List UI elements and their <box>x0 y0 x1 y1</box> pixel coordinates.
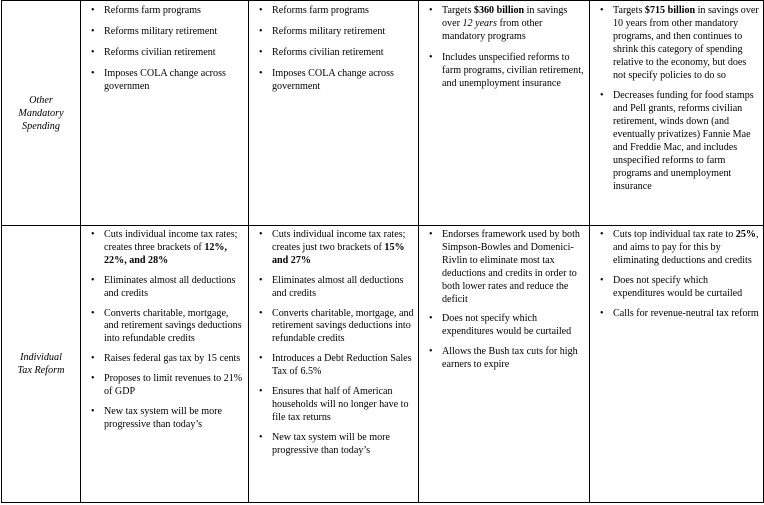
bullet-text: Cuts individual income tax rates; creates three brackets of <box>104 229 238 253</box>
bullet-text: Reforms farm programs <box>104 5 201 16</box>
emphasis-bold: 25% <box>735 229 756 240</box>
bullet-text: Reforms military retirement <box>272 25 386 37</box>
bullet-item <box>258 275 414 301</box>
row-header-line: Tax Reform <box>17 365 65 376</box>
emphasis-bold: $715 billion <box>644 5 696 16</box>
bullet-text: Cuts individual income tax rates; creates just two brackets of <box>272 229 406 253</box>
emphasis-bold: 12%, 22%, and 28% <box>104 241 228 266</box>
bullet-item <box>599 275 759 301</box>
bullet-text: Converts charitable, mortgage, and retirement savings deductions into refundable credits <box>272 307 414 345</box>
bullet-list <box>590 226 763 320</box>
bullet-item <box>90 229 244 268</box>
bullet-item <box>258 386 414 425</box>
bullet-item <box>599 229 759 268</box>
row-header-line: Other <box>29 94 53 106</box>
bullet-item <box>90 47 244 60</box>
bullet-text: Endorses framework used by both Simpson-Bowles and Domenici-Rivlin to eliminate most tax deductions and credits in order to both lower rates and reduce the deficit <box>442 229 580 305</box>
bullet-item <box>90 373 244 399</box>
bullet-item <box>599 308 759 321</box>
bullet-list <box>419 226 589 372</box>
bullet-text: Converts charitable, mortgage, and retirement savings deductions into refundable credits <box>104 307 242 345</box>
bullet-item <box>258 308 414 347</box>
bullet-text: Reforms military retirement <box>104 25 218 37</box>
emphasis-bold: $360 billion <box>473 5 525 16</box>
row-header-line: Mandatory <box>18 107 64 119</box>
bullet-item <box>90 5 244 18</box>
cell-plan-a <box>81 226 249 503</box>
bullet-text: Allows the Bush tax cuts for high earners to expire <box>442 346 578 371</box>
bullet-item <box>90 26 244 39</box>
cell-plan-d <box>590 226 764 503</box>
bullet-item <box>258 432 414 458</box>
row-header-line: Spending <box>22 120 60 132</box>
row-header <box>2 226 81 503</box>
bullet-text: in savings over 10 years from other mandatory programs, and then continues to shrink this category of spending relative to the economy, but does not specify policies to do so <box>613 5 759 81</box>
cell-plan-a <box>81 1 249 226</box>
bullet-item <box>428 313 585 339</box>
row-header-line: Individual <box>20 352 62 363</box>
bullet-text: Does not specify which expenditures would be curtailed <box>442 313 572 338</box>
bullet-item <box>90 68 244 94</box>
bullet-item <box>428 346 585 372</box>
bullet-item <box>258 68 414 94</box>
bullet-item <box>599 90 759 193</box>
bullet-text: from other mandatory programs <box>442 17 543 42</box>
bullet-list <box>249 1 418 94</box>
bullet-text: in savings over <box>442 5 568 29</box>
bullet-text: Ensures that half of American households will no longer have to file tax returns <box>272 386 409 423</box>
cell-plan-c <box>419 1 590 226</box>
bullet-text: Eliminates almost all deductions and credits <box>104 274 236 299</box>
bullet-text: Includes unspecified reforms to farm programs, civilian retirement, and unemployment insurance <box>442 51 584 89</box>
bullet-item <box>258 5 414 18</box>
policy-comparison-table <box>1 0 764 503</box>
bullet-text: Targets <box>613 5 645 16</box>
other-mandatory-spending-row <box>2 1 764 226</box>
table-body <box>2 1 764 503</box>
bullet-text: , and aims to pay for this by eliminating deductions and credits <box>613 229 759 266</box>
bullet-item <box>258 26 414 39</box>
bullet-list <box>81 1 248 94</box>
bullet-text: Imposes COLA change across government <box>272 67 394 92</box>
row-header <box>2 1 81 226</box>
bullet-text: Calls for revenue-neutral tax reform <box>613 307 759 319</box>
emphasis-bold: 15% and 27% <box>272 241 405 266</box>
bullet-list <box>590 1 763 194</box>
bullet-item <box>258 353 414 379</box>
bullet-text: Reforms farm programs <box>272 5 369 16</box>
bullet-item <box>428 5 585 44</box>
bullet-item <box>428 229 585 306</box>
cell-plan-b <box>249 1 419 226</box>
bullet-list <box>249 226 418 458</box>
bullet-list <box>419 1 589 90</box>
bullet-text: Reforms civilian retirement <box>104 46 216 58</box>
bullet-item <box>90 308 244 347</box>
bullet-item <box>258 229 414 268</box>
bullet-text: Decreases funding for food stamps and Pell grants, reforms civilian retirement, winds down (and eventually privatizes) Fannie Mae and Freddie Mac, and includes unspecified reforms to farm programs and unemployment insurance <box>613 90 754 192</box>
cell-plan-c <box>419 226 590 503</box>
bullet-item <box>599 5 759 82</box>
bullet-text: New tax system will be more progressive than today’s <box>104 405 223 430</box>
cell-plan-d <box>590 1 764 226</box>
bullet-list <box>81 226 248 432</box>
bullet-text: Targets <box>442 5 474 16</box>
individual-tax-reform-row <box>2 226 764 503</box>
bullet-item <box>258 47 414 60</box>
bullet-text: Imposes COLA change across governmen <box>104 67 226 92</box>
bullet-item <box>90 275 244 301</box>
emphasis-italic: 12 years <box>462 17 497 29</box>
cell-plan-b <box>249 226 419 503</box>
bullet-item <box>90 406 244 432</box>
bullet-text: Introduces a Debt Reduction Sales Tax of 6.5% <box>272 353 412 378</box>
bullet-text: Eliminates almost all deductions and credits <box>272 274 404 299</box>
bullet-text: Reforms civilian retirement <box>272 46 384 58</box>
bullet-text: Cuts top individual tax rate to <box>613 229 736 240</box>
bullet-item <box>90 353 244 366</box>
bullet-text: New tax system will be more progressive than today’s <box>272 431 391 456</box>
bullet-text: Raises federal gas tax by 15 cents <box>104 353 241 365</box>
bullet-text: Proposes to limit revenues to 21% of GDP <box>104 373 243 398</box>
bullet-item <box>428 52 585 91</box>
bullet-text: Does not specify which expenditures would be curtailed <box>613 274 743 299</box>
